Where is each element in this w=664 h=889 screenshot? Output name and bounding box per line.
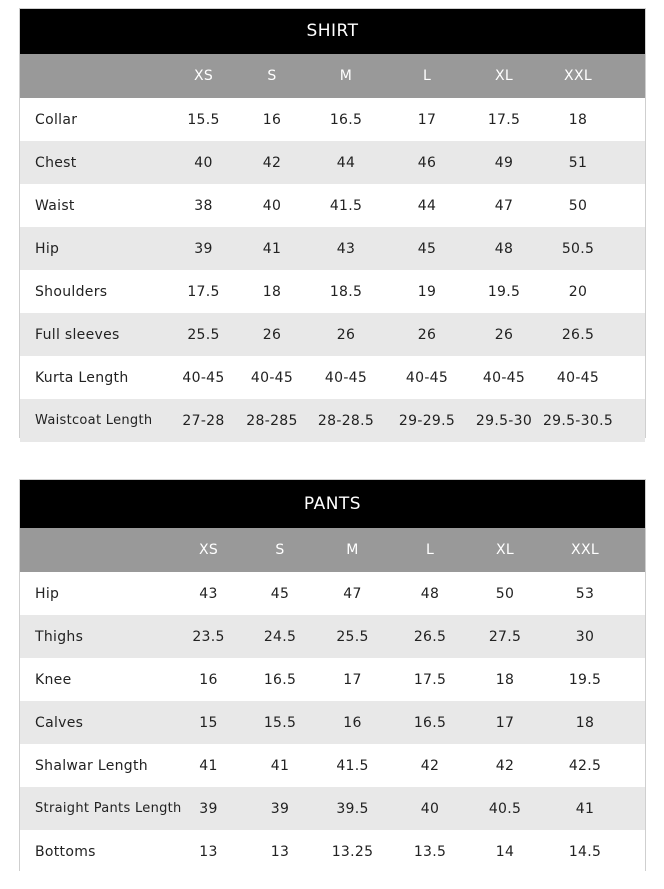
size-value-cell: 39 (199, 800, 218, 817)
size-value-cell: 18.5 (329, 283, 363, 300)
size-value-cell: 28-285 (246, 412, 298, 429)
size-value-cell: 17.5 (187, 283, 220, 300)
size-value-cell: 18 (575, 714, 595, 731)
size-value-cell: 16.5 (263, 671, 297, 688)
header-cell-xxl: XXL (564, 68, 592, 84)
size-value-cell: 39 (270, 800, 290, 817)
size-value-cell: 28-28.5 (317, 412, 375, 429)
header-cell-m: M (339, 68, 353, 84)
pants-size-table (19, 479, 646, 871)
row-label: Bottoms (35, 843, 96, 860)
size-value-cell: 30 (575, 628, 595, 645)
header-cell-l: L (425, 542, 435, 558)
size-value-cell: 18 (262, 283, 282, 300)
size-value-cell: 26 (494, 326, 514, 343)
size-value-cell: 16.5 (329, 111, 363, 128)
row-label: Hip (35, 585, 60, 602)
table-row (20, 227, 645, 270)
size-value-cell: 40-45 (182, 369, 225, 386)
size-value-cell: 49 (494, 154, 514, 171)
pants-table-body (20, 572, 645, 873)
size-value-cell: 25.5 (187, 326, 220, 343)
size-value-cell: 29.5-30 (475, 412, 533, 429)
row-label: Kurta Length (35, 369, 129, 386)
size-value-cell: 50 (495, 585, 515, 602)
size-value-cell: 13 (199, 843, 218, 860)
row-label: Straight Pants Length (35, 801, 182, 816)
shirt-header-row (20, 54, 645, 98)
size-value-cell: 42.5 (568, 757, 602, 774)
table-row (20, 399, 645, 442)
header-cell-xl: XL (496, 542, 514, 558)
size-value-cell: 40-45 (556, 369, 600, 386)
size-value-cell: 42 (420, 757, 440, 774)
size-value-cell: 15 (199, 714, 218, 731)
size-value-cell: 40 (262, 197, 282, 214)
size-value-cell: 41 (262, 240, 282, 257)
table-row (20, 615, 645, 658)
row-label: Waistcoat Length (35, 413, 153, 428)
size-value-cell: 53 (575, 585, 595, 602)
size-value-cell: 45 (417, 240, 437, 257)
header-cell-xl: XL (495, 68, 513, 84)
size-value-cell: 48 (420, 585, 440, 602)
row-label: Hip (35, 240, 60, 257)
size-value-cell: 13.25 (331, 843, 374, 860)
size-value-cell: 44 (336, 154, 356, 171)
size-value-cell: 17.5 (487, 111, 521, 128)
size-value-cell: 41.5 (336, 757, 369, 774)
size-value-cell: 44 (417, 197, 437, 214)
size-value-cell: 23.5 (192, 628, 225, 645)
table-row (20, 658, 645, 701)
table-row (20, 141, 645, 184)
size-value-cell: 41.5 (329, 197, 363, 214)
size-value-cell: 43 (336, 240, 356, 257)
size-value-cell: 40-45 (482, 369, 526, 386)
size-value-cell: 17 (343, 671, 362, 688)
size-value-cell: 16 (262, 111, 282, 128)
row-label: Thighs (35, 628, 84, 645)
size-value-cell: 18 (568, 111, 588, 128)
table-row (20, 313, 645, 356)
row-label: Knee (35, 671, 72, 688)
table-row (20, 787, 645, 830)
size-value-cell: 19 (417, 283, 437, 300)
size-value-cell: 29-29.5 (398, 412, 456, 429)
size-value-cell: 29.5-30.5 (542, 412, 614, 429)
size-value-cell: 50.5 (561, 240, 595, 257)
table-row (20, 572, 645, 615)
table-row (20, 184, 645, 227)
size-value-cell: 26.5 (561, 326, 595, 343)
size-value-cell: 17 (417, 111, 437, 128)
shirt-size-table (19, 8, 646, 438)
header-cell-xxl: XXL (571, 542, 599, 558)
row-label: Calves (35, 714, 84, 731)
size-value-cell: 47 (343, 585, 362, 602)
size-value-cell: 27-28 (182, 412, 225, 429)
size-value-cell: 50 (568, 197, 588, 214)
size-value-cell: 40-45 (250, 369, 294, 386)
size-value-cell: 39 (194, 240, 213, 257)
size-value-cell: 19.5 (568, 671, 602, 688)
size-value-cell: 13 (270, 843, 290, 860)
table-row (20, 830, 645, 873)
size-value-cell: 16.5 (413, 714, 447, 731)
size-value-cell: 42 (262, 154, 282, 171)
size-value-cell: 40-45 (324, 369, 368, 386)
size-value-cell: 46 (417, 154, 437, 171)
shirt-table-body (20, 98, 645, 442)
size-value-cell: 48 (494, 240, 514, 257)
table-row (20, 701, 645, 744)
table-row (20, 270, 645, 313)
size-value-cell: 40-45 (405, 369, 449, 386)
size-value-cell: 42 (495, 757, 515, 774)
pants-table-title: PANTS (20, 480, 645, 528)
size-value-cell: 17 (495, 714, 515, 731)
size-value-cell: 14 (495, 843, 515, 860)
size-value-cell: 41 (199, 757, 218, 774)
size-value-cell: 16 (199, 671, 218, 688)
table-row (20, 98, 645, 141)
size-value-cell: 45 (270, 585, 290, 602)
size-value-cell: 26 (262, 326, 282, 343)
size-value-cell: 47 (494, 197, 514, 214)
size-value-cell: 15.5 (263, 714, 297, 731)
size-value-cell: 43 (199, 585, 218, 602)
size-value-cell: 41 (575, 800, 595, 817)
header-cell-m: M (346, 542, 359, 558)
size-value-cell: 40 (194, 154, 213, 171)
row-label: Full sleeves (35, 326, 120, 343)
size-value-cell: 17.5 (413, 671, 447, 688)
size-value-cell: 41 (270, 757, 290, 774)
size-value-cell: 24.5 (263, 628, 297, 645)
row-label: Shoulders (35, 283, 108, 300)
size-value-cell: 26.5 (413, 628, 447, 645)
size-value-cell: 25.5 (336, 628, 369, 645)
size-value-cell: 16 (343, 714, 362, 731)
size-value-cell: 40.5 (488, 800, 522, 817)
size-value-cell: 40 (420, 800, 440, 817)
table-row (20, 744, 645, 787)
header-cell-s: S (275, 542, 285, 558)
header-cell-xs: XS (193, 68, 214, 84)
row-label: Waist (35, 197, 75, 214)
size-value-cell: 19.5 (487, 283, 521, 300)
size-value-cell: 15.5 (187, 111, 220, 128)
header-cell-l: L (422, 68, 432, 84)
size-value-cell: 27.5 (488, 628, 522, 645)
pants-header-row (20, 528, 645, 572)
size-value-cell: 18 (495, 671, 515, 688)
table-row (20, 356, 645, 399)
row-label: Shalwar Length (35, 757, 148, 774)
size-value-cell: 38 (194, 197, 213, 214)
size-value-cell: 26 (336, 326, 356, 343)
size-value-cell: 20 (568, 283, 588, 300)
shirt-table-title: SHIRT (20, 9, 645, 54)
size-value-cell: 26 (417, 326, 437, 343)
size-value-cell: 13.5 (413, 843, 447, 860)
size-value-cell: 51 (568, 154, 588, 171)
size-value-cell: 39.5 (336, 800, 369, 817)
header-cell-s: S (267, 68, 277, 84)
row-label: Collar (35, 111, 78, 128)
row-label: Chest (35, 154, 77, 171)
header-cell-xs: XS (198, 542, 219, 558)
size-value-cell: 14.5 (568, 843, 602, 860)
